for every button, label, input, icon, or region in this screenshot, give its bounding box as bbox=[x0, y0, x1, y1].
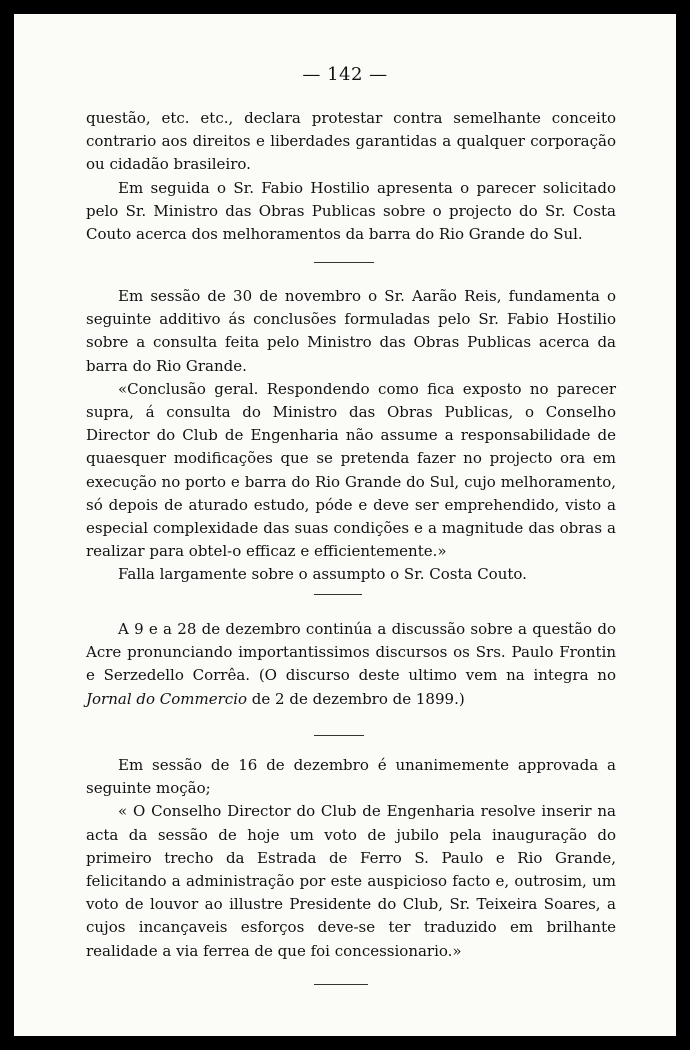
quoted-conclusion: «Conclusão geral. Respondendo como fica exposto no parecer supra, á consulta do Ministro das Obras Publicas, o Conselho Director do Club de Engenharia não assume a responsabilidade de quaesquer modificações que se pretenda fazer no projecto ora em execução no porto e barra do Rio Grande do Sul, cujo melhoramento, só depois de aturado estudo, póde e deve ser emprehendido, visto a especial complexidade das suas condições e a magnitude das obras a realizar para obtel-o efficaz e efficientemente.» bbox=[86, 379, 616, 561]
paragraph-text: de 2 de dezembro de 1899.) bbox=[247, 689, 465, 708]
paragraph bbox=[86, 618, 616, 711]
paragraph: Em sessão de 16 de dezembro é unanimemente approvada a seguinte moção; bbox=[86, 756, 616, 798]
text-block-3 bbox=[86, 618, 616, 711]
page-number: — 142 — bbox=[302, 64, 388, 85]
section-divider bbox=[314, 594, 362, 595]
newspaper-title: Jornal do Commercio bbox=[86, 689, 248, 708]
text-block-4 bbox=[86, 754, 616, 963]
text-block-2 bbox=[86, 285, 616, 587]
section-divider bbox=[314, 735, 364, 736]
section-divider bbox=[314, 262, 374, 263]
section-divider bbox=[314, 984, 368, 985]
text-block-1 bbox=[86, 107, 616, 246]
paragraph: questão, etc. etc., declara protestar contra semelhante conceito contrario aos direitos e liberdades garantidas a qualquer corporação ou cidadão brasileiro. bbox=[86, 109, 616, 174]
paragraph: Falla largamente sobre o assumpto o Sr. Costa Couto. bbox=[118, 565, 527, 584]
paragraph: Em sessão de 30 de novembro o Sr. Aarão Reis, fundamenta o seguinte additivo ás conclusões formuladas pelo Sr. Fabio Hostilio sobre a consulta feita pelo Ministro das Obras Publicas acerca da barra do Rio Grande. bbox=[86, 287, 616, 375]
paragraph: Em seguida o Sr. Fabio Hostilio apresenta o parecer solicitado pelo Sr. Ministro das Obras Publicas sobre o projecto do Sr. Costa Couto acerca dos melhoramentos da barra do Rio Grande do Sul. bbox=[86, 178, 616, 244]
paragraph-text: A 9 e a 28 de dezembro continúa a discussão sobre a questão do Acre pronunciando importantissimos discursos os Srs. Paulo Frontin e Serzedello Corrêa. (O discurso deste ultimo vem na integra no bbox=[86, 620, 616, 685]
quoted-motion: « O Conselho Director do Club de Engenharia resolve inserir na acta da sessão de hoje um voto de jubilo pela inauguração do primeiro trecho da Estrada de Ferro S. Paulo e Rio Grande, felicitando a administração por este auspicioso facto e, outrosim, um voto de louvor ao illustre Presidente do Club, Sr. Teixeira Soares, a cujos incançaveis esforços deve-se ter traduzido em brilhante realidade a via ferrea de que foi concessionario.» bbox=[86, 802, 616, 960]
document-page bbox=[14, 14, 676, 1036]
